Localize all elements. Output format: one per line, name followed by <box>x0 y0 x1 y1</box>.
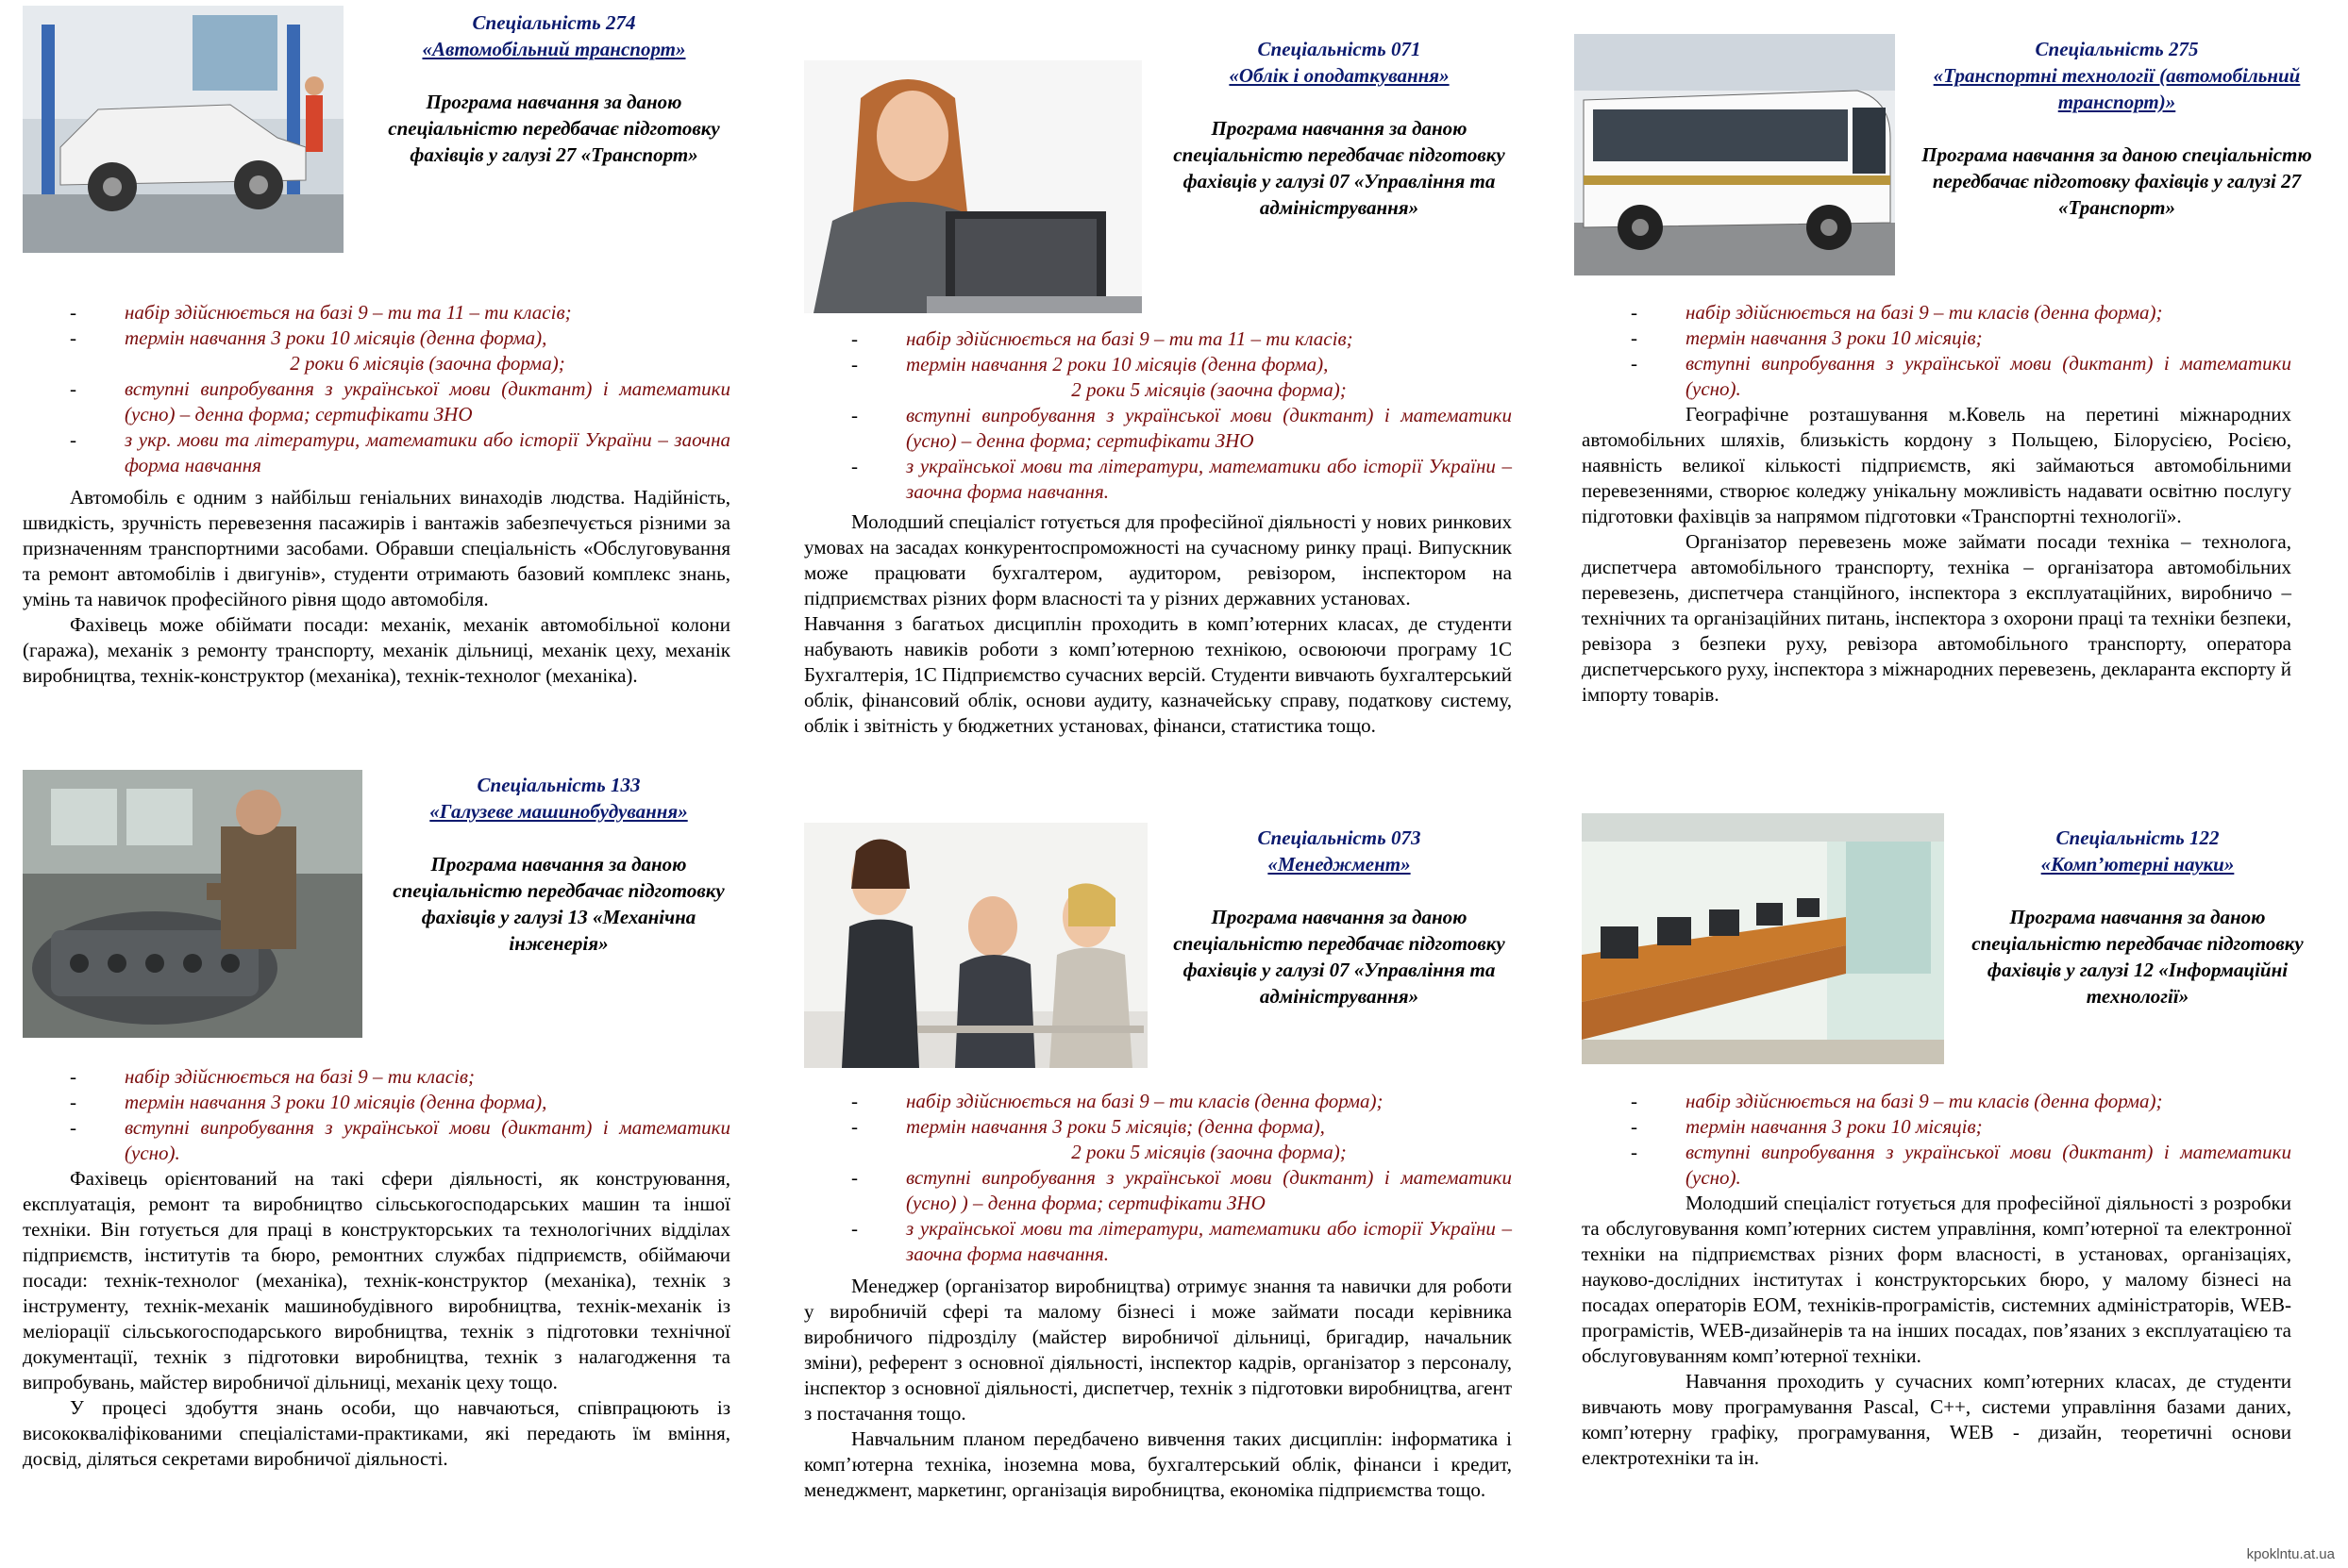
paragraph: Менеджер (організатор виробництва) отримує знання та навички для роботи у виробничій сфері та малому бізнесі і може займати посади керівника виробничого підрозділу (майстер виробничої дільниці, бригадир, начальник зміни), референт з основної діяльності, інспектор кадрів, організатор з персоналу, інспектор з основної діяльності, диспетчер, технік з підготовки виробництва, агент з постачання тощо. <box>804 1275 1512 1425</box>
section-133-program: Програма навчання за даною спеціальністю передбачає підготовку фахівців у галузі 13 «Механічна інженерія» <box>393 853 725 955</box>
section-071-bullets <box>851 326 1512 505</box>
section-133-spec: Спеціальність 133 <box>477 774 641 796</box>
paragraph: Молодший спеціаліст готується для професійної діяльності у нових ринкових умовах на засадах конкурентоспроможності на сучасному ринку праці. Випускник може працювати бухгалтером, аудитором, ревізором, інспектором на підприємствах різних форм власності та у різних державних установах. <box>804 510 1512 609</box>
business-meeting-photo <box>804 823 1148 1068</box>
section-122-text <box>1582 1191 2291 1471</box>
list-item: - набір здійснюється на базі 9 – ти та 11 – ти класів; <box>70 300 730 325</box>
list-item: - вступні випробування з української мови (диктант) і математики (усно). <box>1631 1140 2291 1191</box>
list-item: - вступні випробування з української мови (диктант) і математики (усно) – денна форма; сертифікати ЗНО <box>70 376 730 427</box>
list-item: - термін навчання 2 роки 10 місяців (денна форма), 2 роки 5 місяців (заочна форма); <box>851 352 1512 403</box>
bus-photo <box>1574 34 1895 275</box>
paragraph: Фахівець може обіймати посади: механік, механік автомобільної колони (гаража), механік з ремонту транспорту, механік дільниці, механік цеху, механік виробництва, технік-конструктор (механіка), технік-технолог (механіка). <box>23 613 730 687</box>
list-item: - термін навчання 3 роки 10 місяців; <box>1631 1114 2291 1140</box>
paragraph: Географічне розташування м.Ковель на перетині міжнародних автомобільних шляхів, близькість кордону з Польщею, Білорусією, Росією, наявність великої кількості підприємств, які займаються автомобільними перевезеннями, створює коледжу унікальну можливість надавати освітню послугу підготовки фахівців за напрямом підготовки «Транспортні технології». <box>1582 403 2291 527</box>
list-item: - вступні випробування з української мови (диктант) і математики (усно) ) – денна форма; сертифікати ЗНО <box>851 1165 1512 1216</box>
list-item: - набір здійснюється на базі 9 – ти та 11 – ти класів; <box>851 326 1512 352</box>
list-item: - набір здійснюється на базі 9 – ти класів (денна форма); <box>1631 300 2291 325</box>
section-274-heading <box>370 9 738 168</box>
paragraph: Молодший спеціаліст готується для професійної діяльності з розробки та обслуговування комп’ютерних систем управління, комп’ютерної та електронної техніки на підприємствах різних форм власності, в установах, організаціях, науково-дослідних інститутах і конструкторських бюро, у малому бізнесі на посадах операторів ЕОМ, техніків-програмістів, системних адміністраторів, WEB-програмістів, WEB-дизайнерів та на інших посадах, пов’язаних з експлуатацією та обслуговуванням комп’ютерної техніки. <box>1582 1192 2291 1367</box>
section-274-bullets <box>70 300 730 478</box>
section-133-name: «Галузеве машинобудування» <box>429 800 688 823</box>
list-item: - термін навчання 3 роки 10 місяців; <box>1631 325 2291 351</box>
paragraph: Навчальним планом передбачено вивчення таких дисциплін: інформатика і комп’ютерна техніка, іноземна мова, бухгалтерський облік, фінанси і кредит, менеджмент, маркетинг, організація виробництва, економіка підприємства тощо. <box>804 1427 1512 1501</box>
list-item: - вступні випробування з української мови (диктант) і математики (усно) – денна форма; сертифікати ЗНО <box>851 403 1512 454</box>
section-122-program: Програма навчання за даною спеціальністю передбачає підготовку фахівців у галузі 12 «Інформаційні технології» <box>1971 906 2304 1008</box>
paragraph: Фахівець орієнтований на такі сфери діяльності, як конструювання, експлуатація, ремонт та виробництво сільськогосподарських машин та іншої техніки. Він готується для праці в конструкторських та технологічних відділах підприємств, інститутів та бюро, ремонтних службах підприємств, обіймаючи посади: технік-технолог (механіка), технік-конструктор (механіка), технік з інструменту, технік-механік машинобудівного виробництва, технік-механік із меліорації сільськогосподарського виробництва, технік з підготовки технічної документації, технік з підготовки виробництва, технік з налагодження та випробувань, майстер виробничої дільниці, механік цеху тощо. <box>23 1167 730 1393</box>
section-073-name: «Менеджмент» <box>1267 853 1411 876</box>
list-item: - з української мови та літератури, математики або історії України – заочна форма навчання. <box>851 1216 1512 1267</box>
list-item: - з укр. мови та літератури, математики або історії України – заочна форма навчання <box>70 427 730 478</box>
section-071-spec: Спеціальність 071 <box>1257 38 1421 60</box>
section-073-spec: Спеціальність 073 <box>1257 826 1421 849</box>
section-122-spec: Спеціальність 122 <box>2055 826 2220 849</box>
list-item: - набір здійснюється на базі 9 – ти класів; <box>70 1064 730 1090</box>
section-133-text <box>23 1166 730 1472</box>
list-item: - набір здійснюється на базі 9 – ти класів (денна форма); <box>1631 1089 2291 1114</box>
section-275-program: Програма навчання за даною спеціальністю передбачає підготовку фахівців у галузі 27 «Транспорт» <box>1921 143 2312 219</box>
section-274-spec: Спеціальність 274 <box>472 11 636 34</box>
section-275-name: «Транспортні технології (автомобільний транспорт)» <box>1933 64 2301 113</box>
paragraph: У процесі здобуття знань особи, що навчаються, співпрацюють із висококваліфікованими спеціалістами-практиками, які передають їм вміння, досвід, діляться секретами виробничої діяльності. <box>23 1396 730 1470</box>
auto-garage-photo <box>23 6 344 253</box>
list-item: - термін навчання 3 роки 5 місяців; (денна форма), 2 роки 5 місяців (заочна форма); <box>851 1114 1512 1165</box>
section-073-heading <box>1159 825 1519 1009</box>
section-122-name: «Комп’ютерні науки» <box>2040 853 2235 876</box>
section-275-heading <box>1914 36 2320 221</box>
paragraph: Автомобіль є одним з найбільш геніальних винаходів людства. Надійність, швидкість, зручність перевезення пасажирів і вантажів забезпечується різними за призначенням транспортними засобами. Обравши спеціальність «Обслуговування та ремонт автомобілів і двигунів», студенти отримають базовий комплекс знань, умінь та навичок професійного рівня щодо автомобіля. <box>23 486 730 610</box>
section-133-bullets <box>70 1064 730 1166</box>
section-274-program: Програма навчання за даною спеціальністю передбачає підготовку фахівців у галузі 27 «Транспорт» <box>388 91 720 166</box>
list-item: - термін навчання 3 роки 10 місяців (денна форма), <box>70 1090 730 1115</box>
section-275-spec: Спеціальність 275 <box>2035 38 2199 60</box>
list-item: - термін навчання 3 роки 10 місяців (денна форма), 2 роки 6 місяців (заочна форма); <box>70 325 730 376</box>
section-073-text <box>804 1274 1512 1503</box>
section-122-heading <box>1955 825 2320 1009</box>
watermark: kpoklntu.at.ua <box>2246 1546 2335 1562</box>
section-071-name: «Облік і оподаткування» <box>1229 64 1450 87</box>
paragraph: Організатор перевезень може займати посади техніка – технолога, диспетчера автомобільного транспорту, техніка – організатора автомобільних перевезень, диспетчера станційного, інспектора з експлуатаційних, виробничо – технічних та організаційних питань, інспектора з охорони праці та техніки безпеки, ревізора з безпеки руху, ревізора автомобільного транспорту, оператора диспетчерського руху, інспектора з міжнародних перевезень, декларанта експорту й імпорту товарів. <box>1582 530 2291 706</box>
list-item: - вступні випробування з української мови (диктант) і математики (усно). <box>70 1115 730 1166</box>
section-274-text <box>23 485 730 689</box>
section-071-text <box>804 509 1512 739</box>
section-073-bullets <box>851 1089 1512 1267</box>
list-item: - набір здійснюється на базі 9 – ти класів (денна форма); <box>851 1089 1512 1114</box>
computer-lab-photo <box>1582 813 1944 1064</box>
section-275-text <box>1582 402 2291 708</box>
section-275-bullets <box>1631 300 2291 402</box>
engine-workshop-photo <box>23 770 362 1038</box>
section-122-bullets <box>1631 1089 2291 1191</box>
section-071-heading <box>1159 36 1519 221</box>
section-274-name: «Автомобільний транспорт» <box>422 38 686 60</box>
section-071-program: Програма навчання за даною спеціальністю передбачає підготовку фахівців у галузі 07 «Управління та адміністрування» <box>1173 117 1505 219</box>
list-item: - з української мови та літератури, математики або історії України – заочна форма навчання. <box>851 454 1512 505</box>
list-item: - вступні випробування з української мови (диктант) і математики (усно). <box>1631 351 2291 402</box>
section-133-heading <box>377 772 740 957</box>
paragraph: Навчання з багатьох дисциплін проходить в комп’ютерних класах, де студенти набувають навиків роботи з комп’ютерною технікою, освоюючи програму 1С Бухгалтерія, 1С Підприємство сучасних версій. Студенти вивчають бухгалтерський облік, фінансовий облік, основи аудиту, казначейську справу, податкову систему, облік і звітність у бюджетних установах, фінанси, статистика тощо. <box>804 612 1512 737</box>
section-073-program: Програма навчання за даною спеціальністю передбачає підготовку фахівців у галузі 07 «Управління та адміністрування» <box>1173 906 1505 1008</box>
paragraph: Навчання проходить у сучасних комп’ютерних класах, де студенти вивчають мову програмування Pascal, C++, системи управління базами даних, комп’ютерну графіку, програмування, WEB - дизайн, теоретичні основи електротехніки та ін. <box>1582 1370 2291 1469</box>
accountant-laptop-photo <box>804 60 1142 313</box>
